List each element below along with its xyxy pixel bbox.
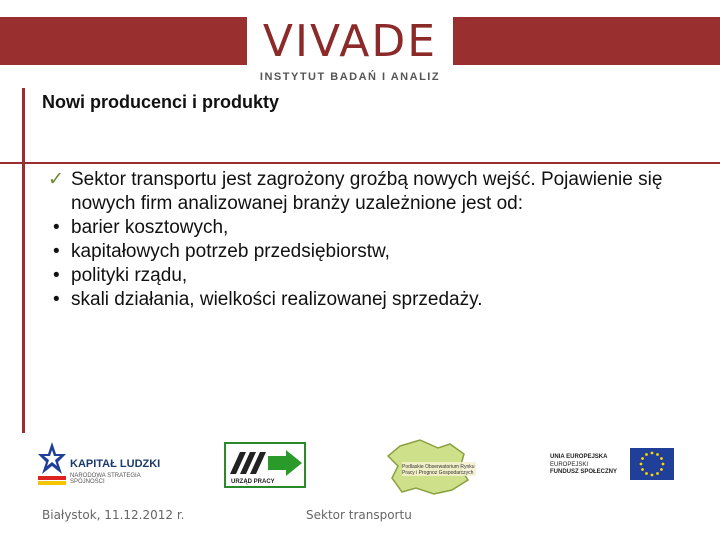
bullet-icon: • bbox=[53, 241, 60, 262]
list-item bbox=[45, 240, 685, 264]
left-accent-line bbox=[22, 88, 25, 433]
urzad-pracy-text: URZĄD PRACY bbox=[231, 479, 275, 485]
observatory-text: Podlaskie Obserwatorium Rynku Pracy i Prognoz Gospodarczych bbox=[402, 464, 475, 476]
title-divider bbox=[0, 162, 720, 164]
kapital-ludzki-logo bbox=[36, 440, 176, 488]
slide-title: Nowi producenci i produkty bbox=[42, 92, 280, 112]
list-item-text: barier kosztowych, bbox=[71, 217, 229, 238]
bullet-icon: • bbox=[53, 289, 60, 310]
kapital-ludzki-star-icon bbox=[36, 440, 68, 488]
footer-topic: Sektor transportu bbox=[306, 508, 412, 522]
kapital-ludzki-title: KAPITAŁ LUDZKI bbox=[70, 458, 161, 470]
checkmark-icon: ✓ bbox=[48, 169, 64, 190]
vivade-logo bbox=[247, 8, 453, 86]
footer-date: Białystok, 11.12.2012 r. bbox=[42, 508, 185, 522]
bullet-icon: • bbox=[53, 265, 60, 286]
logo-sub-text: INSTYTUT BADAŃ I ANALIZ bbox=[259, 71, 441, 83]
list-item bbox=[45, 216, 685, 240]
logo-main-text: VIVADE bbox=[262, 16, 438, 67]
eu-line-2: EUROPEJSKI bbox=[550, 462, 589, 468]
eu-logo bbox=[542, 442, 682, 486]
list-item bbox=[45, 264, 685, 288]
list-item bbox=[45, 288, 685, 312]
bullet-icon: • bbox=[53, 217, 60, 238]
list-item-text: kapitałowych potrzeb przedsiębiorstw, bbox=[71, 241, 390, 262]
eu-flag-icon bbox=[630, 448, 674, 480]
list-item-text: Sektor transportu jest zagrożony groźbą nowych wejść. Pojawienie się nowych firm analizowanej branży uzależnione jest od: bbox=[71, 169, 663, 214]
slide-content bbox=[45, 168, 685, 312]
list-item bbox=[45, 168, 685, 216]
list-item-text: skali działania, wielkości realizowanej sprzedaży. bbox=[71, 289, 483, 310]
list-item-text: polityki rządu, bbox=[71, 265, 188, 286]
kapital-ludzki-subtitle: NARODOWA STRATEGIA SPÓJNOŚCI bbox=[70, 473, 141, 485]
urzad-pracy-logo bbox=[224, 442, 306, 488]
eu-line-1: UNIA EUROPEJSKA bbox=[550, 454, 608, 460]
partner-logos bbox=[0, 438, 720, 498]
observatory-logo bbox=[380, 438, 500, 498]
eu-line-3: FUNDUSZ SPOŁECZNY bbox=[550, 469, 618, 475]
